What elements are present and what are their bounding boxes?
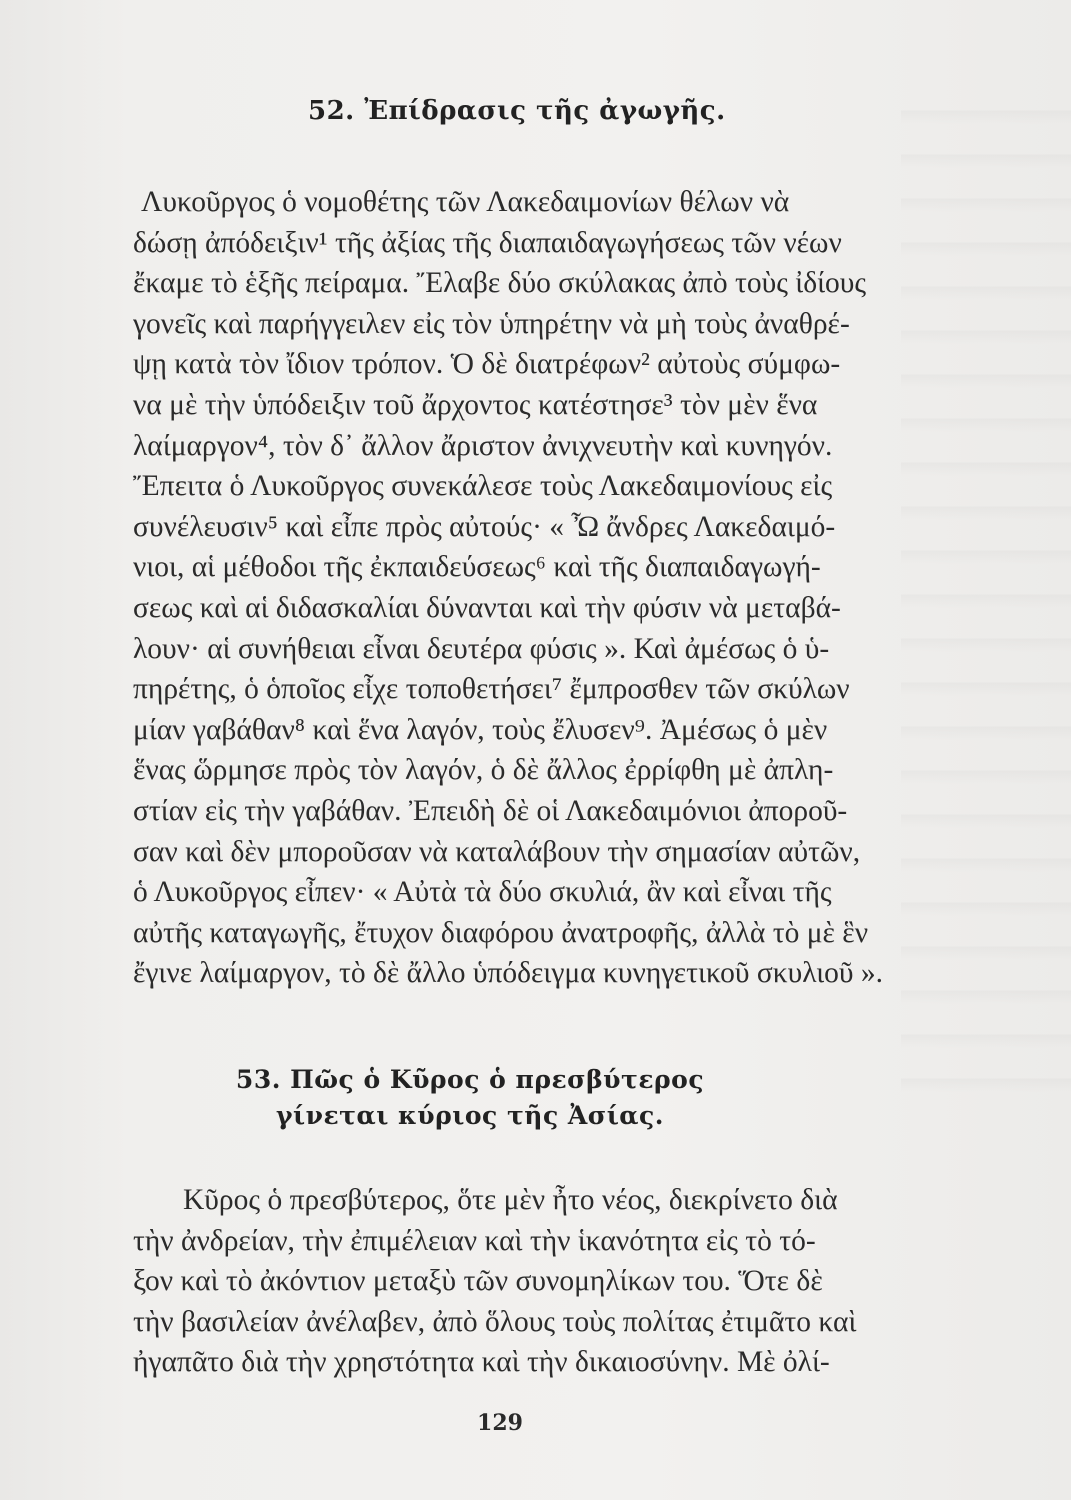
text-line: μίαν γαβάθαν⁸ καὶ ἕνα λαγόν, τοὺς ἔλυσεν⁹. Ἀμέσως ὁ μὲν: [133, 713, 828, 746]
text-line: δώσῃ ἀπόδειξιν¹ τῆς ἀξίας τῆς διαπαιδαγωγήσεως τῶν νέων: [133, 226, 842, 259]
section-53-body: [133, 1180, 943, 1383]
text-line: ὁ Λυκοῦργος εἶπεν· « Αὐτὰ τὰ δύο σκυλιά, ἂν καὶ εἶναι τῆς: [133, 876, 832, 909]
text-line: τὴν βασιλείαν ἀνέλαβεν, ἀπὸ ὅλους τοὺς πολίτας ἐτιμᾶτο καὶ: [133, 1305, 857, 1338]
text-line: σαν καὶ δὲν μποροῦσαν νὰ καταλάβουν τὴν σημασίαν αὐτῶν,: [133, 835, 861, 868]
text-line: Ἔπειτα ὁ Λυκοῦργος συνεκάλεσε τοὺς Λακεδαιμονίους εἰς: [133, 470, 833, 503]
text-line: σεως καὶ αἱ διδασκαλίαι δύνανται καὶ τὴν φύσιν νὰ μεταβά-: [133, 591, 841, 624]
page-number: 129: [477, 1410, 523, 1436]
text-line: αὐτῆς καταγωγῆς, ἔτυχον διαφόρου ἀνατροφῆς, ἀλλὰ τὸ μὲ ἓν: [133, 916, 869, 949]
text-line: ἔγινε λαίμαργον, τὸ δὲ ἄλλο ὑπόδειγμα κυνηγετικοῦ σκυλιοῦ ».: [133, 957, 884, 990]
text-line: να μὲ τὴν ὑπόδειξιν τοῦ ἄρχοντος κατέστησε³ τὸν μὲν ἕνα: [133, 388, 818, 421]
text-line: γονεῖς καὶ παρήγγειλεν εἰς τὸν ὑπηρέτην νὰ μὴ τοὺς ἀναθρέ-: [133, 307, 850, 340]
section-52-body: [133, 182, 943, 994]
text-line: συνέλευσιν⁵ καὶ εἶπε πρὸς αὐτούς· « Ὦ ἄνδρες Λακεδαιμό-: [133, 510, 836, 543]
text-line: ἠγαπᾶτο διὰ τὴν χρηστότητα καὶ τὴν δικαιοσύνην. Μὲ ὀλί-: [133, 1346, 830, 1379]
text-line: στίαν εἰς τὴν γαβάθαν. Ἐπειδὴ δὲ οἱ Λακεδαιμόνιοι ἀποροῦ-: [133, 794, 848, 827]
text-line: ψῃ κατὰ τὸν ἴδιον τρόπον. Ὁ δὲ διατρέφων² αὐτοὺς σύμφω-: [133, 348, 841, 381]
text-line: ἕνας ὥρμησε πρὸς τὸν λαγόν, ὁ δὲ ἄλλος ἐρρίφθη μὲ ἀπλη-: [133, 754, 834, 787]
text-line: ἔκαμε τὸ ἑξῆς πείραμα. Ἔλαβε δύο σκύλακας ἀπὸ τοὺς ἰδίους: [133, 267, 867, 300]
text-line: ξον καὶ τὸ ἀκόντιον μεταξὺ τῶν συνομηλίκων του. Ὅτε δὲ: [133, 1265, 823, 1298]
text-line: Λυκοῦργος ὁ νομοθέτης τῶν Λακεδαιμονίων θέλων νὰ: [141, 186, 790, 218]
text-line: τὴν ἀνδρείαν, τὴν ἐπιμέλειαν καὶ τὴν ἱκανότητα εἰς τὸ τό-: [133, 1224, 816, 1257]
text-line: Κῦρος ὁ πρεσβύτερος, ὅτε μὲν ἦτο νέος, διεκρίνετο διὰ: [183, 1184, 838, 1216]
text-line: πηρέτης, ὁ ὁποῖος εἶχε τοποθετήσει⁷ ἔμπροσθεν τῶν σκύλων: [133, 673, 850, 706]
text-line: νιοι, αἱ μέθοδοι τῆς ἐκπαιδεύσεως⁶ καὶ τῆς διαπαιδαγωγή-: [133, 551, 821, 584]
section-52-title: 52. Ἐπίδρασις τῆς ἀγωγῆς.: [308, 96, 726, 126]
text-line: λαίμαργον⁴, τὸν δ᾽ ἄλλον ἄριστον ἀνιχνευτὴν καὶ κυνηγόν.: [133, 429, 833, 462]
text-line: λουν· αἱ συνήθειαι εἶναι δευτέρα φύσις ». Καὶ ἀμέσως ὁ ὑ-: [133, 632, 830, 665]
section-53-title: 53. Πῶς ὁ Κῦρος ὁ πρεσβύτερος γίνεται κύριος τῆς Ἀσίας.: [235, 1065, 705, 1130]
